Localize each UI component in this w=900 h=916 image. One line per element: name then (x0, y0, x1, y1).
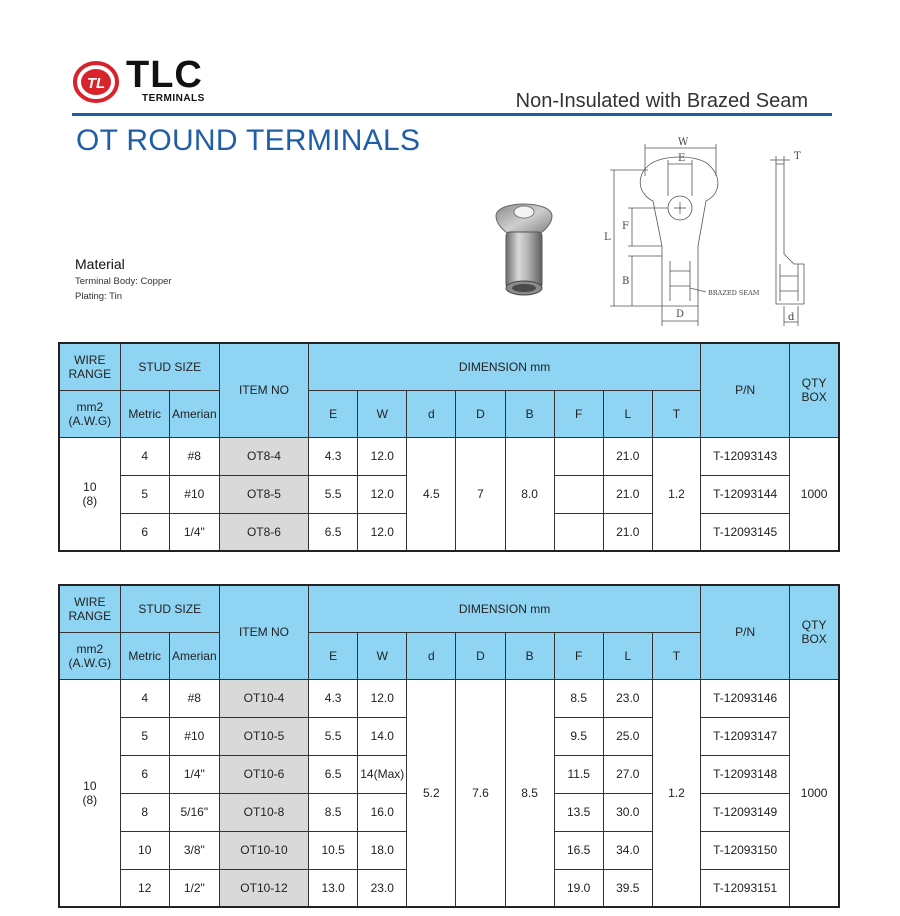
dim-L-cell: 23.0 (603, 679, 652, 717)
pn-cell: T-12093144 (701, 475, 790, 513)
dim-L-cell: 21.0 (603, 475, 652, 513)
wire-size: 10 (83, 479, 97, 494)
metric-cell: 4 (120, 679, 169, 717)
label-L: L (604, 232, 611, 243)
dim-D-cell: 7.6 (456, 679, 505, 907)
dim-W-cell: 14.0 (358, 717, 407, 755)
item-no-cell: OT10-8 (219, 793, 308, 831)
header-dim-d: d (407, 632, 456, 679)
amerian-cell: #8 (169, 679, 219, 717)
dim-W-cell: 23.0 (358, 869, 407, 907)
metric-cell: 6 (120, 755, 169, 793)
item-no-cell: OT10-4 (219, 679, 308, 717)
header-amerian: Amerian (169, 632, 219, 679)
dim-E-cell: 8.5 (309, 793, 358, 831)
header-dim-L: L (603, 632, 652, 679)
item-no-cell: OT8-5 (219, 475, 308, 513)
header-stud-size: STUD SIZE (120, 343, 219, 390)
header-dim-W: W (358, 632, 407, 679)
material-heading: Material (75, 256, 125, 272)
amerian-cell: #10 (169, 475, 219, 513)
dim-E-cell: 4.3 (309, 679, 358, 717)
table-row (59, 437, 839, 475)
metric-cell: 4 (120, 437, 169, 475)
header-dim-F: F (554, 390, 603, 437)
metric-cell: 6 (120, 513, 169, 551)
dim-F-cell: 8.5 (554, 679, 603, 717)
dim-F-cell: 13.5 (554, 793, 603, 831)
header-amerian: Amerian (169, 390, 219, 437)
dim-W-cell: 12.0 (358, 679, 407, 717)
wire-range-cell (59, 437, 120, 551)
dim-E-cell: 10.5 (309, 831, 358, 869)
spec-table-ot8 (58, 342, 840, 552)
label-d: d (788, 312, 795, 323)
metric-cell: 5 (120, 717, 169, 755)
material-plating: Plating: Tin (75, 291, 122, 302)
tlc-logo-mark-icon (72, 60, 120, 104)
header-dim-d: d (407, 390, 456, 437)
header-qty-box: QTY BOX (790, 343, 839, 437)
header-dim-F: F (554, 632, 603, 679)
item-no-cell: OT8-4 (219, 437, 308, 475)
dim-T-cell: 1.2 (652, 679, 700, 907)
header-pn: P/N (701, 343, 790, 437)
pn-cell: T-12093143 (701, 437, 790, 475)
dim-T-cell: 1.2 (652, 437, 700, 551)
header-wire-range: WIRE RANGE (59, 585, 120, 632)
header-dim-D: D (456, 632, 505, 679)
dim-E-cell: 4.3 (309, 437, 358, 475)
dim-E-cell: 5.5 (309, 717, 358, 755)
spec-table-ot10 (58, 584, 840, 908)
dim-d-cell: 5.2 (407, 679, 456, 907)
label-brazed-seam: BRAZED SEAM (708, 289, 760, 297)
dim-B-cell: 8.5 (505, 679, 554, 907)
label-W: W (678, 137, 689, 148)
label-T: T (794, 151, 801, 162)
brand-subtitle: TERMINALS (142, 93, 205, 104)
pn-cell: T-12093146 (701, 679, 790, 717)
pn-cell: T-12093147 (701, 717, 790, 755)
wire-awg: (8) (82, 792, 98, 807)
header-dim-T: T (652, 390, 700, 437)
header-wire-units: mm2 (A.W.G) (59, 390, 120, 437)
dim-F-cell (554, 475, 603, 513)
material-body: Terminal Body: Copper (75, 276, 172, 287)
pn-cell: T-12093150 (701, 831, 790, 869)
dim-W-cell: 16.0 (358, 793, 407, 831)
header-wire-range: WIRE RANGE (59, 343, 120, 390)
header-pn: P/N (701, 585, 790, 679)
item-no-cell: OT10-10 (219, 831, 308, 869)
dim-F-cell (554, 437, 603, 475)
label-F: F (622, 221, 629, 232)
item-no-cell: OT10-6 (219, 755, 308, 793)
logo-initials: TL (86, 75, 106, 92)
label-B: B (622, 276, 630, 287)
dim-W-cell: 12.0 (358, 437, 407, 475)
page-subtitle: Non-Insulated with Brazed Seam (515, 90, 808, 112)
header-divider (72, 113, 832, 116)
header-dim-B: B (505, 632, 554, 679)
header-dim-T: T (652, 632, 700, 679)
header-wire-units: mm2 (A.W.G) (59, 632, 120, 679)
dim-L-cell: 25.0 (603, 717, 652, 755)
metric-cell: 5 (120, 475, 169, 513)
dim-F-cell: 19.0 (554, 869, 603, 907)
dim-E-cell: 6.5 (309, 513, 358, 551)
item-no-cell: OT10-12 (219, 869, 308, 907)
dim-F-cell: 16.5 (554, 831, 603, 869)
amerian-cell: 1/2" (169, 869, 219, 907)
amerian-cell: 1/4" (169, 755, 219, 793)
header-dimension: DIMENSION mm (309, 343, 701, 390)
dim-W-cell: 14(Max) (358, 755, 407, 793)
header-dim-B: B (505, 390, 554, 437)
wire-size: 10 (83, 778, 97, 793)
technical-drawing (598, 136, 828, 332)
dim-L-cell: 27.0 (603, 755, 652, 793)
pn-cell: T-12093145 (701, 513, 790, 551)
header-dim-D: D (456, 390, 505, 437)
table-row (59, 679, 839, 717)
amerian-cell: 5/16" (169, 793, 219, 831)
dim-D-cell: 7 (456, 437, 505, 551)
header-stud-size: STUD SIZE (120, 585, 219, 632)
amerian-cell: #10 (169, 717, 219, 755)
qty-cell: 1000 (790, 679, 839, 907)
header-metric: Metric (120, 632, 169, 679)
metric-cell: 10 (120, 831, 169, 869)
dim-L-cell: 30.0 (603, 793, 652, 831)
terminal-photo (490, 194, 558, 298)
metric-cell: 8 (120, 793, 169, 831)
header-metric: Metric (120, 390, 169, 437)
dim-L-cell: 21.0 (603, 513, 652, 551)
dim-W-cell: 18.0 (358, 831, 407, 869)
dim-L-cell: 39.5 (603, 869, 652, 907)
item-no-cell: OT8-6 (219, 513, 308, 551)
header-dimension: DIMENSION mm (309, 585, 701, 632)
header-item-no: ITEM NO (219, 343, 308, 437)
header-dim-L: L (603, 390, 652, 437)
brand-name: TLC (126, 54, 203, 96)
amerian-cell: 1/4" (169, 513, 219, 551)
tlc-logo (72, 54, 224, 108)
wire-awg: (8) (82, 493, 98, 508)
pn-cell: T-12093148 (701, 755, 790, 793)
qty-cell: 1000 (790, 437, 839, 551)
page-title: OT ROUND TERMINALS (76, 124, 421, 157)
dim-B-cell: 8.0 (505, 437, 554, 551)
dim-L-cell: 34.0 (603, 831, 652, 869)
pn-cell: T-12093151 (701, 869, 790, 907)
amerian-cell: 3/8" (169, 831, 219, 869)
metric-cell: 12 (120, 869, 169, 907)
dim-d-cell: 4.5 (407, 437, 456, 551)
header-qty-box: QTY BOX (790, 585, 839, 679)
header-dim-E: E (309, 390, 358, 437)
amerian-cell: #8 (169, 437, 219, 475)
dim-W-cell: 12.0 (358, 475, 407, 513)
dim-F-cell: 9.5 (554, 717, 603, 755)
header-dim-E: E (309, 632, 358, 679)
dim-W-cell: 12.0 (358, 513, 407, 551)
item-no-cell: OT10-5 (219, 717, 308, 755)
label-E: E (678, 153, 686, 164)
dim-E-cell: 5.5 (309, 475, 358, 513)
dim-F-cell (554, 513, 603, 551)
label-D: D (676, 309, 685, 320)
header-item-no: ITEM NO (219, 585, 308, 679)
wire-range-cell (59, 679, 120, 907)
dim-L-cell: 21.0 (603, 437, 652, 475)
header-dim-W: W (358, 390, 407, 437)
dim-E-cell: 6.5 (309, 755, 358, 793)
dim-E-cell: 13.0 (309, 869, 358, 907)
dim-F-cell: 11.5 (554, 755, 603, 793)
pn-cell: T-12093149 (701, 793, 790, 831)
